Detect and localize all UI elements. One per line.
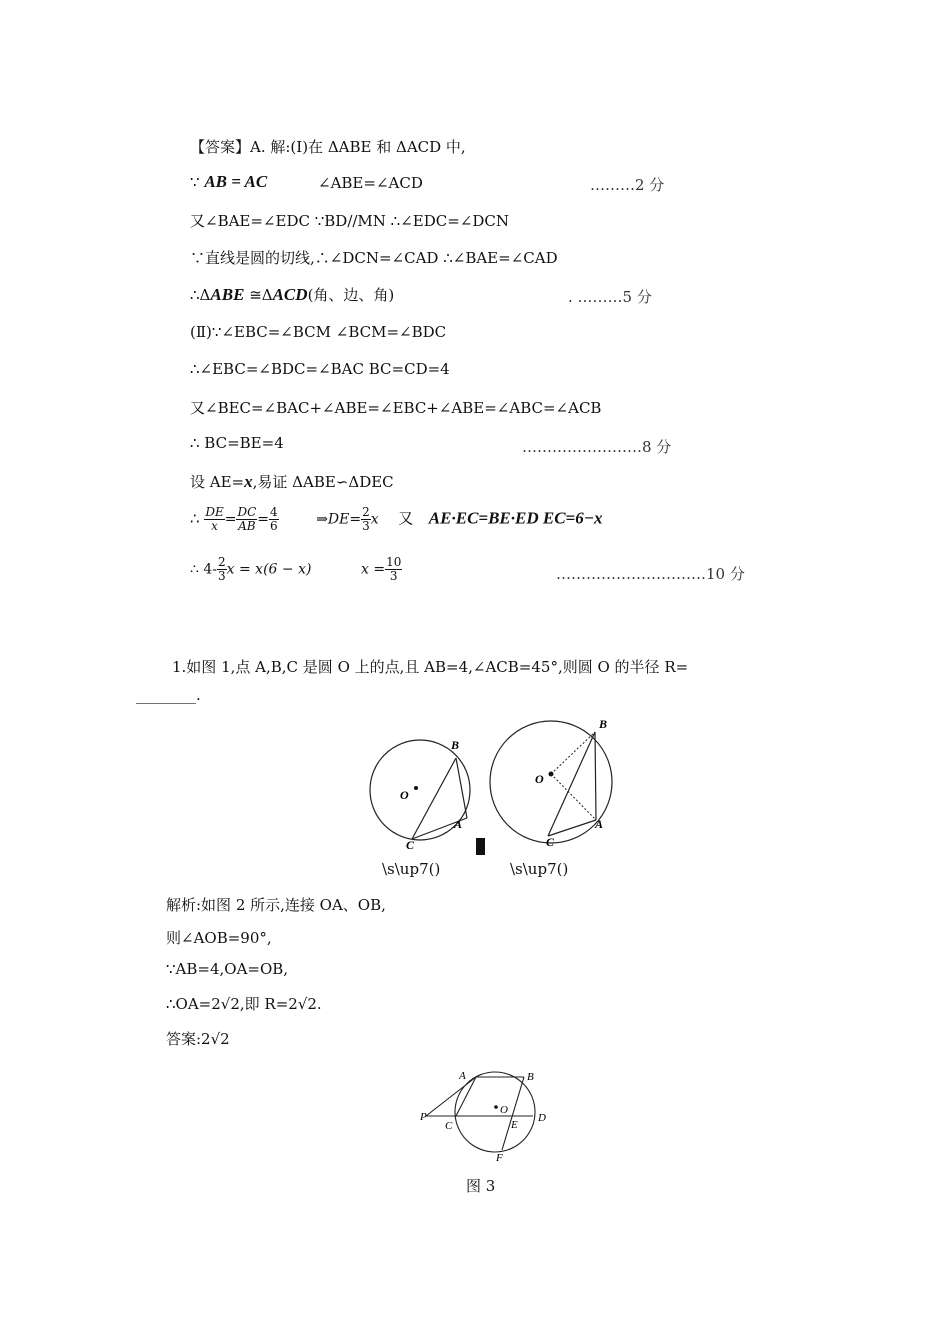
fig3-label-f: F	[496, 1152, 503, 1164]
answer-line-8: 又∠BEC=∠BAC+∠ABE=∠EBC+∠ABE=∠ABC=∠ACB	[190, 399, 602, 417]
answer-line-2: ∵ AB = AC	[190, 172, 268, 191]
answer-line-5: ∴ΔABE ≅ΔACD(角、边、角)	[190, 285, 395, 304]
score-2: ………2 分	[590, 176, 665, 194]
fig1-label-b: B	[451, 738, 460, 752]
solution-line-1: 解析:如图 2 所示,连接 OA、OB,	[166, 896, 386, 914]
answer-line-7: ∴∠EBC=∠BDC=∠BAC BC=CD=4	[190, 360, 450, 378]
fig3-label-a: A	[459, 1070, 466, 1082]
answer-line-4: ∵直线是圆的切线,∴∠DCN=∠CAD ∴∠BAE=∠CAD	[190, 249, 558, 267]
fig3-label-b: B	[527, 1071, 534, 1083]
fig2-label-a: A	[595, 817, 604, 831]
question-blank: ________.	[136, 686, 201, 704]
fraction-10-3: $\frac{10}{3}$	[386, 555, 402, 583]
solution-answer: 答案:2√2	[166, 1030, 230, 1048]
fig3-label-p: P	[420, 1111, 427, 1123]
fraction-de-x: $\frac{DE}{x}$	[205, 505, 224, 533]
fig2-label-c: C	[546, 835, 555, 849]
question-text: 1.如图 1,点 A,B,C 是圆 O 上的点,且 AB=4,∠ACB=45°,则圆 O 的半径 R=	[172, 658, 689, 676]
fig3-label-c: C	[445, 1120, 453, 1132]
score-5: . ………5 分	[568, 288, 652, 306]
fig3-label-e: E	[511, 1119, 518, 1131]
figure-2-caption: \s\up7()	[510, 860, 569, 878]
fig1-label-c: C	[406, 838, 415, 852]
figure-1-diagram	[360, 734, 480, 854]
fig1-label-a: A	[454, 817, 463, 831]
fig2-label-b: B	[599, 717, 608, 731]
fig1-label-o: O	[400, 788, 409, 802]
black-marker	[476, 838, 485, 855]
fraction-4-6: $\frac{4}{6}$	[270, 505, 278, 533]
solution-line-2: 则∠AOB=90°,	[166, 929, 272, 947]
figure-2-diagram	[486, 708, 616, 850]
figure-3-diagram	[410, 1062, 560, 1168]
solution-line-3: ∵AB=4,OA=OB,	[166, 960, 289, 978]
solution-line-4: ∴OA=2√2,即 R=2√2.	[166, 995, 322, 1013]
answer-line-1: 【答案】A. 解:(Ⅰ)在 ΔABE 和 ΔACD 中,	[190, 138, 466, 156]
score-10: …………………………10 分	[556, 565, 745, 583]
answer-line-3: 又∠BAE=∠EDC ∵BD//MN ∴∠EDC=∠DCN	[190, 212, 510, 230]
answer-line-6: (Ⅱ)∵∠EBC=∠BCM ∠BCM=∠BDC	[190, 323, 447, 341]
fig3-label-d: D	[538, 1112, 546, 1124]
answer-line-2-angle: ∠ABE=∠ACD	[318, 174, 423, 192]
figure-3-caption: 图 3	[466, 1177, 496, 1195]
answer-line-11: ∴ $\frac{DE}{x}$ = $\frac{DC}{AB}$ = $\frac{4}{6}$ ⇒DE= $\frac{2}{3}$ x 又 AE·EC=BE·ED EC=6−x	[190, 505, 603, 533]
score-8: ……………………8 分	[522, 438, 672, 456]
fig3-label-o: O	[500, 1104, 508, 1116]
figure-1-caption: \s\up7()	[382, 860, 441, 878]
answer-line-10: 设 AE=x,易证 ΔABE∽ΔDEC	[190, 472, 394, 491]
fraction-2-3: $\frac{2}{3}$	[362, 505, 370, 533]
answer-line-12: ∴ 4- $\frac{2}{3}$ x = x(6 − x) x = $\frac{10}{3}$	[190, 555, 402, 583]
fraction-2-3b: $\frac{2}{3}$	[218, 555, 226, 583]
answer-line-9: ∴ BC=BE=4	[190, 434, 284, 452]
fraction-dc-ab: $\frac{DC}{AB}$	[237, 505, 257, 533]
fig2-label-o: O	[535, 772, 544, 786]
